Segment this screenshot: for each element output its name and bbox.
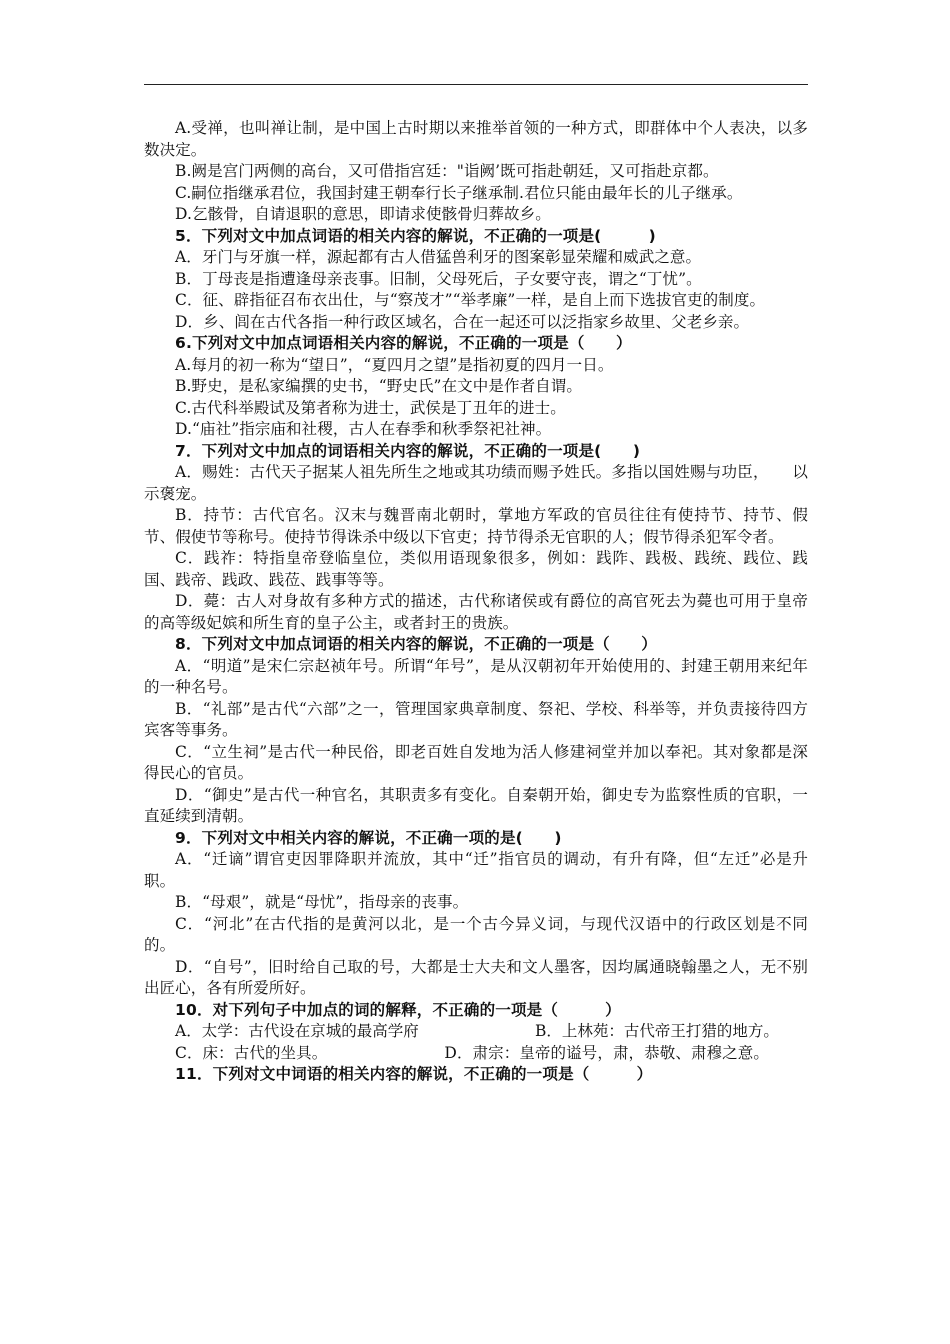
option-paragraph: C.嗣位指继承君位，我国封建王朝奉行长子继承制.君位只能由最年长的儿子继承。	[175, 183, 743, 202]
option-paragraph: D.乞骸骨，自请退职的意思，即请求使骸骨归葬故乡。	[175, 205, 551, 223]
option-paragraph: A.每月的初一称为“望日”，“夏四月之望”是指初夏的四月一日。	[175, 355, 614, 374]
option-text: A．太学：古代设在京城的最高学府	[175, 1022, 419, 1040]
question-stem: 7．下列对文中加点的词语相关内容的解说，不正确的一项是( )	[175, 441, 641, 460]
option-paragraph: D.“庙社”指宗庙和社稷，古人在春季和秋季祭祀社神。	[175, 420, 552, 438]
option-paragraph: C．践祚：特指皇帝登临皇位，类似用语现象很多，例如：践阼、践极、践统、践位、践国、践帝、践政、践莅、践事等等。	[144, 549, 808, 589]
option-paragraph: B．持节：古代官名。汉末与魏晋南北朝时，掌地方军政的官员往往有使持节、持节、假节、假使节等称号。使持节得诛杀中级以下官吏；持节得杀无官职的人；假节得杀犯军令者。	[144, 506, 808, 546]
option-paragraph: C．“立生祠”是古代一种民俗，即老百姓自发地为活人修建祠堂并加以奉祀。其对象都是深得民心的官员。	[144, 742, 808, 782]
option-paragraph: B.阙是宫门两侧的高台，又可借指宫廷："诣阙’既可指赴朝廷，又可指赴京都。	[175, 162, 719, 180]
option-paragraph: B．“礼部”是古代“六部”之一，管理国家典章制度、祭祀、学校、科举等，并负责接待四方宾客等事务。	[144, 699, 808, 739]
option-paragraph: C．床：古代的坐具。 D．肃宗：皇帝的谥号，肃，恭敬、肃穆之意。	[175, 1043, 769, 1062]
option-paragraph: A．“明道”是宋仁宗赵祯年号。所谓“年号”，是从汉朝初年开始使用的、封建王朝用来纪年的一种名号。	[144, 656, 808, 696]
question-stem: 6.下列对文中加点词语相关内容的解说，不正确的一项是（ ）	[175, 334, 632, 352]
option-paragraph: B．“母艰”，就是“母忧”，指母亲的丧事。	[175, 893, 469, 911]
option-paragraph: C．征、辟指征召布衣出仕，与“察茂才”“举孝廉”一样，是自上而下选拔官吏的制度。	[175, 291, 766, 309]
option-paragraph: A．赐姓：古代天子据某人祖先所生之地或其功绩而赐予姓氏。多指以国姓赐与功臣， 以示褒宠。	[144, 463, 808, 503]
question-stem: 10．对下列句子中加点的词的解释，不正确的一项是（ ）	[175, 1000, 621, 1019]
option-paragraph: A.受禅，也叫禅让制，是中国上古时期以来推举首领的一种方式，即群体中个人表决，以多数决定。	[144, 119, 808, 159]
question-stem: 8．下列对文中加点词语的相关内容的解说，不正确的一项是（ ）	[175, 635, 657, 653]
question-stem: 11．下列对文中词语的相关内容的解说，不正确的一项是（ ）	[175, 1065, 653, 1083]
option-paragraph: C．“河北”在古代指的是黄河以北，是一个古今异义词，与现代汉语中的行政区划是不同的。	[144, 914, 808, 954]
option-paragraph: D．乡、闾在古代各指一种行政区域名，合在一起还可以泛指家乡故里、父老乡亲。	[175, 312, 750, 331]
option-paragraph: B．丁母丧是指遭逢母亲丧事。旧制，父母死后，子女要守丧，谓之“丁忧”。	[175, 269, 702, 288]
header-rule	[144, 84, 808, 85]
question-stem: 5．下列对文中加点词语的相关内容的解说，不正确的一项是( )	[175, 226, 656, 245]
document-body	[144, 118, 808, 1086]
option-paragraph: A．牙门与牙旗一样，源起都有古人借猛兽利牙的图案彰显荣耀和威武之意。	[175, 248, 702, 266]
option-row	[144, 1021, 808, 1043]
option-paragraph: D．薨：古人对身故有多种方式的描述，古代称诸侯或有爵位的高官死去为薨也可用于皇帝的高等级妃嫔和所生育的皇子公主，或者封王的贵族。	[144, 592, 808, 632]
option-paragraph: D．“自号”，旧时给自己取的号，大都是士大夫和文人墨客，因均属通晓翰墨之人，无不别出匠心，各有所爱所好。	[144, 957, 808, 997]
document-page	[144, 0, 808, 1344]
option-text: B．上林苑：古代帝王打猎的地方。	[535, 1022, 779, 1040]
option-paragraph: D．“御史”是古代一种官名，其职责多有变化。自秦朝开始，御史专为监察性质的官职，一直延续到清朝。	[144, 785, 808, 825]
option-paragraph: C.古代科举殿试及第者称为进士，武侯是丁丑年的进士。	[175, 398, 566, 417]
option-paragraph: A．“迁谪”谓官吏因罪降职并流放，其中“迁”指官员的调动，有升有降，但“左迁”必是升职。	[144, 850, 808, 890]
option-paragraph: B.野史，是私家编撰的史书，“野史氏”在文中是作者自谓。	[175, 377, 582, 395]
question-stem: 9．下列对文中相关内容的解说，不正确一项的是( )	[175, 828, 562, 847]
